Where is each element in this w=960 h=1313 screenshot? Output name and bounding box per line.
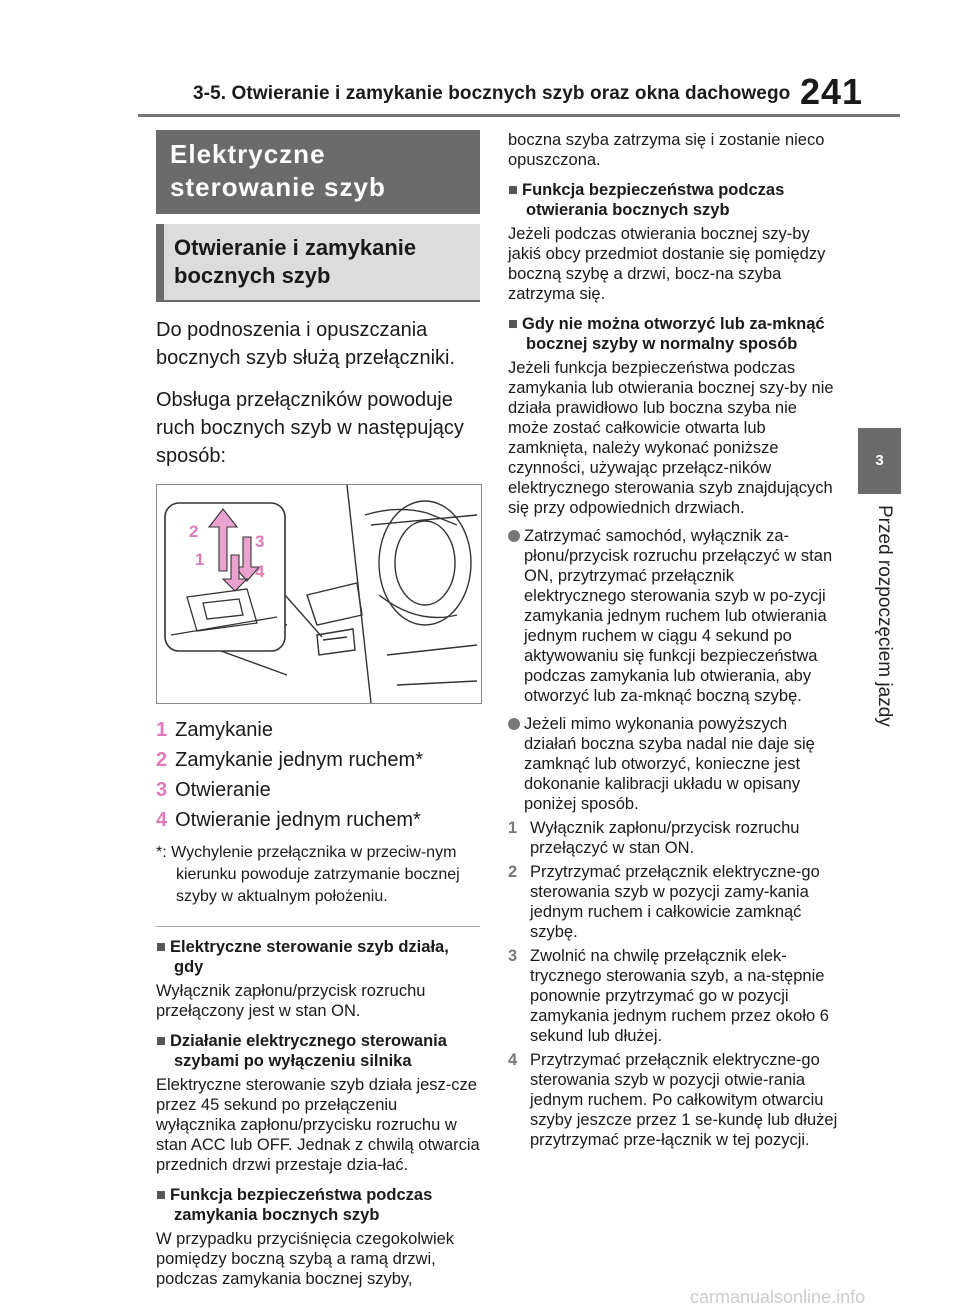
chapter-side-label: Przed rozpoczęciem jazdy [874,505,895,727]
intro-paragraph-2: Obsługa przełączników powoduje ruch bocznych szyb w następujący sposób: [156,389,464,467]
bullet-item: Zatrzymać samochód, wyłącznik za-płonu/przycisk rozruchu przełączyć w stan ON, przytrzymać przełącznik elektrycznego sterowania szyb w po-zycji zamykania jednym ruchem lub otwierania jednym ruchem w ciągu 4 sekund po aktywowaniu się funkcji bezpieczeństwa podczas zamykania lub otwierania, aby otworzyć lub za-mknąć boczną szybę. [508,526,838,706]
bullet-item: Jeżeli mimo wykonania powyższych działań boczna szyba nadal nie daje się zamknąć lub otworzyć, konieczne jest dokonanie kalibracji układu w opisany poniżej sposób. [508,714,838,814]
page-number: 241 [800,71,864,112]
block-title: ■ Funkcja bezpieczeństwa podczas zamykania bocznych szyb [156,1186,433,1224]
continuation-text: boczna szyba zatrzyma się i zostanie nieco opuszczona. [508,131,825,169]
step-number: 1 [508,819,518,837]
block-text: Jeżeli funkcja bezpieczeństwa podczas zamykania lub otwierania bocznej szy-by nie działa prawidłowo lub boczna szyba nie może zostać całkowicie otwarta lub zamknięta, należy wykonać poniższe czynności, używając przełącz-ników elektrycznego sterowania szyb znajdujących się przy odpowiednich drzwiach. [508,359,834,517]
section-title: Elektryczne sterowanie szyb [156,130,480,214]
step-item: 1 Wyłącznik zapłonu/przycisk rozruchu przełączyć w stan ON. [508,819,800,857]
intro-paragraph-1: Do podnoszenia i opuszczania bocznych szyb służą przełączniki. [156,319,456,369]
square-bullet-icon: ■ [508,315,518,333]
block-text: Elektryczne sterowanie szyb działa jesz-cze przez 45 sekund po przełączeniu wyłącznika zapłonu/przycisku rozruchu w stan ACC lub OFF. Jednak z chwilą otwarcia przednich drzwi przestaje dzia-łać. [156,1076,480,1174]
square-bullet-icon: ■ [156,1032,166,1050]
step-item: 2 Przytrzymać przełącznik elektryczne-go sterowania szyb w pozycji zamy-kania jednym ruchem i całkowicie zamknąć szybę. [508,863,820,941]
list-item [156,716,480,744]
circle-bullet-icon [508,530,520,542]
item-number: 1 [156,719,168,741]
item-text: Zamykanie [175,719,273,741]
footnote: *: Wychylenie przełącznika w przeciw-nym kierunku powoduje zatrzymanie bocznej szyby w aktualnym położeniu. [156,844,460,905]
circle-bullet-icon [508,718,520,730]
item-number: 4 [156,809,168,831]
item-number: 2 [156,749,168,771]
list-item [156,746,480,774]
window-switch-illustration [156,484,482,704]
step-item: 4 Przytrzymać przełącznik elektryczne-go sterowania szyb w pozycji otwie-rania jednym ruchem. Po całkowitym otwarciu szyby jeszcze przez 1 se-kundę lub dłużej przytrzymać prze-łącznik w tej pozycji. [508,1051,838,1149]
square-bullet-icon: ■ [508,181,518,199]
switch-drawing [157,485,481,703]
square-bullet-icon: ■ [156,1186,166,1204]
list-item [156,776,480,804]
item-text: Otwieranie [175,779,271,801]
header-title: 3-5. Otwieranie i zamykanie bocznych szyb oraz okna dachowego [193,83,791,104]
block-title: ■ Gdy nie można otworzyć lub za-mknąć bocznej szyby w normalny sposób [508,315,825,353]
page-header [0,0,960,118]
chapter-tab: 3 [858,428,901,494]
step-number: 4 [508,1051,518,1069]
step-item: 3 Zwolnić na chwilę przełącznik elek-trycznego sterowania szyb, a na-stępnie ponownie przytrzymać go w pozycji zamykania jednym ruchem przez około 6 sekund lub dłużej. [508,947,829,1045]
block-text: W przypadku przyciśnięcia czegokolwiek pomiędzy boczną szybą a ramą drzwi, podczas zamykania bocznej szyby, [156,1230,455,1288]
figure-label-2: 2 [189,522,199,541]
block-title: ■ Działanie elektrycznego sterowania szybami po wyłączeniu silnika [156,1032,447,1070]
step-number: 2 [508,863,518,881]
divider [156,926,480,927]
subsection-title: Otwieranie i zamykanie bocznych szyb [156,224,480,302]
block-text: Jeżeli podczas otwierania bocznej szy-by jakiś obcy przedmiot dostanie się pomiędzy boczną szybę a drzwi, bocz-na szyba zatrzyma się. [508,225,826,303]
watermark: carmanualsonline.info [690,1287,866,1307]
figure-label-4: 4 [255,562,265,581]
header-rule [138,114,900,117]
figure-label-1: 1 [195,550,205,569]
right-column [508,128,838,1154]
block-text: Wyłącznik zapłonu/przycisk rozruchu przełączony jest w stan ON. [156,982,426,1020]
block-title: ■ Elektryczne sterowanie szyb działa, gdy [156,938,449,976]
square-bullet-icon: ■ [156,938,166,956]
left-column [156,130,480,1293]
list-item [156,806,480,834]
block-title: ■ Funkcja bezpieczeństwa podczas otwierania bocznych szyb [508,181,785,219]
step-number: 3 [508,947,518,965]
figure-label-3: 3 [255,532,265,551]
item-text: Otwieranie jednym ruchem* [175,809,421,831]
item-number: 3 [156,779,168,801]
item-text: Zamykanie jednym ruchem* [175,749,423,771]
